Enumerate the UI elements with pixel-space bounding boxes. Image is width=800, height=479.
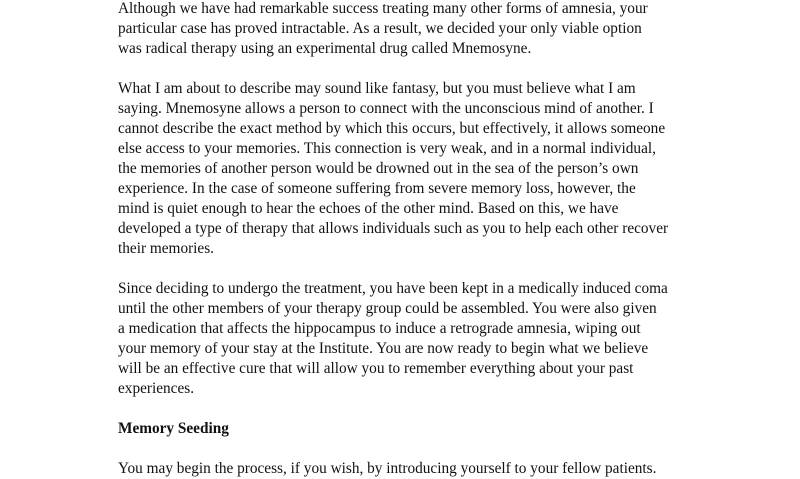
text-line: their memories.	[118, 240, 215, 257]
text-line: mind is quiet enough to hear the echoes of the other mind. Based on this, we have	[118, 200, 619, 217]
text-line: until the other members of your therapy group could be assembled. You were also given	[118, 300, 657, 317]
text-line: Since deciding to undergo the treatment, you have been kept in a medically induced coma	[118, 280, 668, 297]
text-line: your memory of your stay at the Institute. You are now ready to begin what we believe	[118, 340, 649, 357]
text-line: experiences.	[118, 380, 195, 397]
document-page	[118, 0, 698, 479]
paragraph-amnesia-intro	[118, 0, 698, 59]
text-line: cannot describe the exact method by which this occurs, but effectively, it allows someone	[118, 120, 666, 137]
text-line: saying. Mnemosyne allows a person to connect with the unconscious mind of another. I	[118, 100, 654, 117]
section-heading: Memory Seeding	[118, 420, 229, 437]
text-line: You may begin the process, if you wish, by introducing yourself to your fellow patients.	[118, 460, 657, 477]
text-line: else access to your memories. This connection is very weak, and in a normal individual,	[118, 140, 656, 157]
paragraph-treatment-status	[118, 279, 698, 399]
text-line: What I am about to describe may sound like fantasy, but you must believe what I am	[118, 80, 636, 97]
text-line: developed a type of therapy that allows individuals such as you to help each other recover	[118, 220, 669, 237]
text-line: Although we have had remarkable success treating many other forms of amnesia, your	[118, 0, 648, 17]
paragraph-mnemosyne-description	[118, 79, 698, 259]
text-line: particular case has proved intractable. As a result, we decided your only viable option	[118, 20, 642, 37]
text-line: was radical therapy using an experimental drug called Mnemosyne.	[118, 40, 532, 57]
text-line: experience. In the case of someone suffering from severe memory loss, however, the	[118, 180, 636, 197]
text-line: will be an effective cure that will allow you to remember everything about your past	[118, 360, 634, 377]
text-line: the memories of another person would be drowned out in the sea of the person’s own	[118, 160, 639, 177]
text-line: a medication that affects the hippocampus to induce a retrograde amnesia, wiping out	[118, 320, 641, 337]
